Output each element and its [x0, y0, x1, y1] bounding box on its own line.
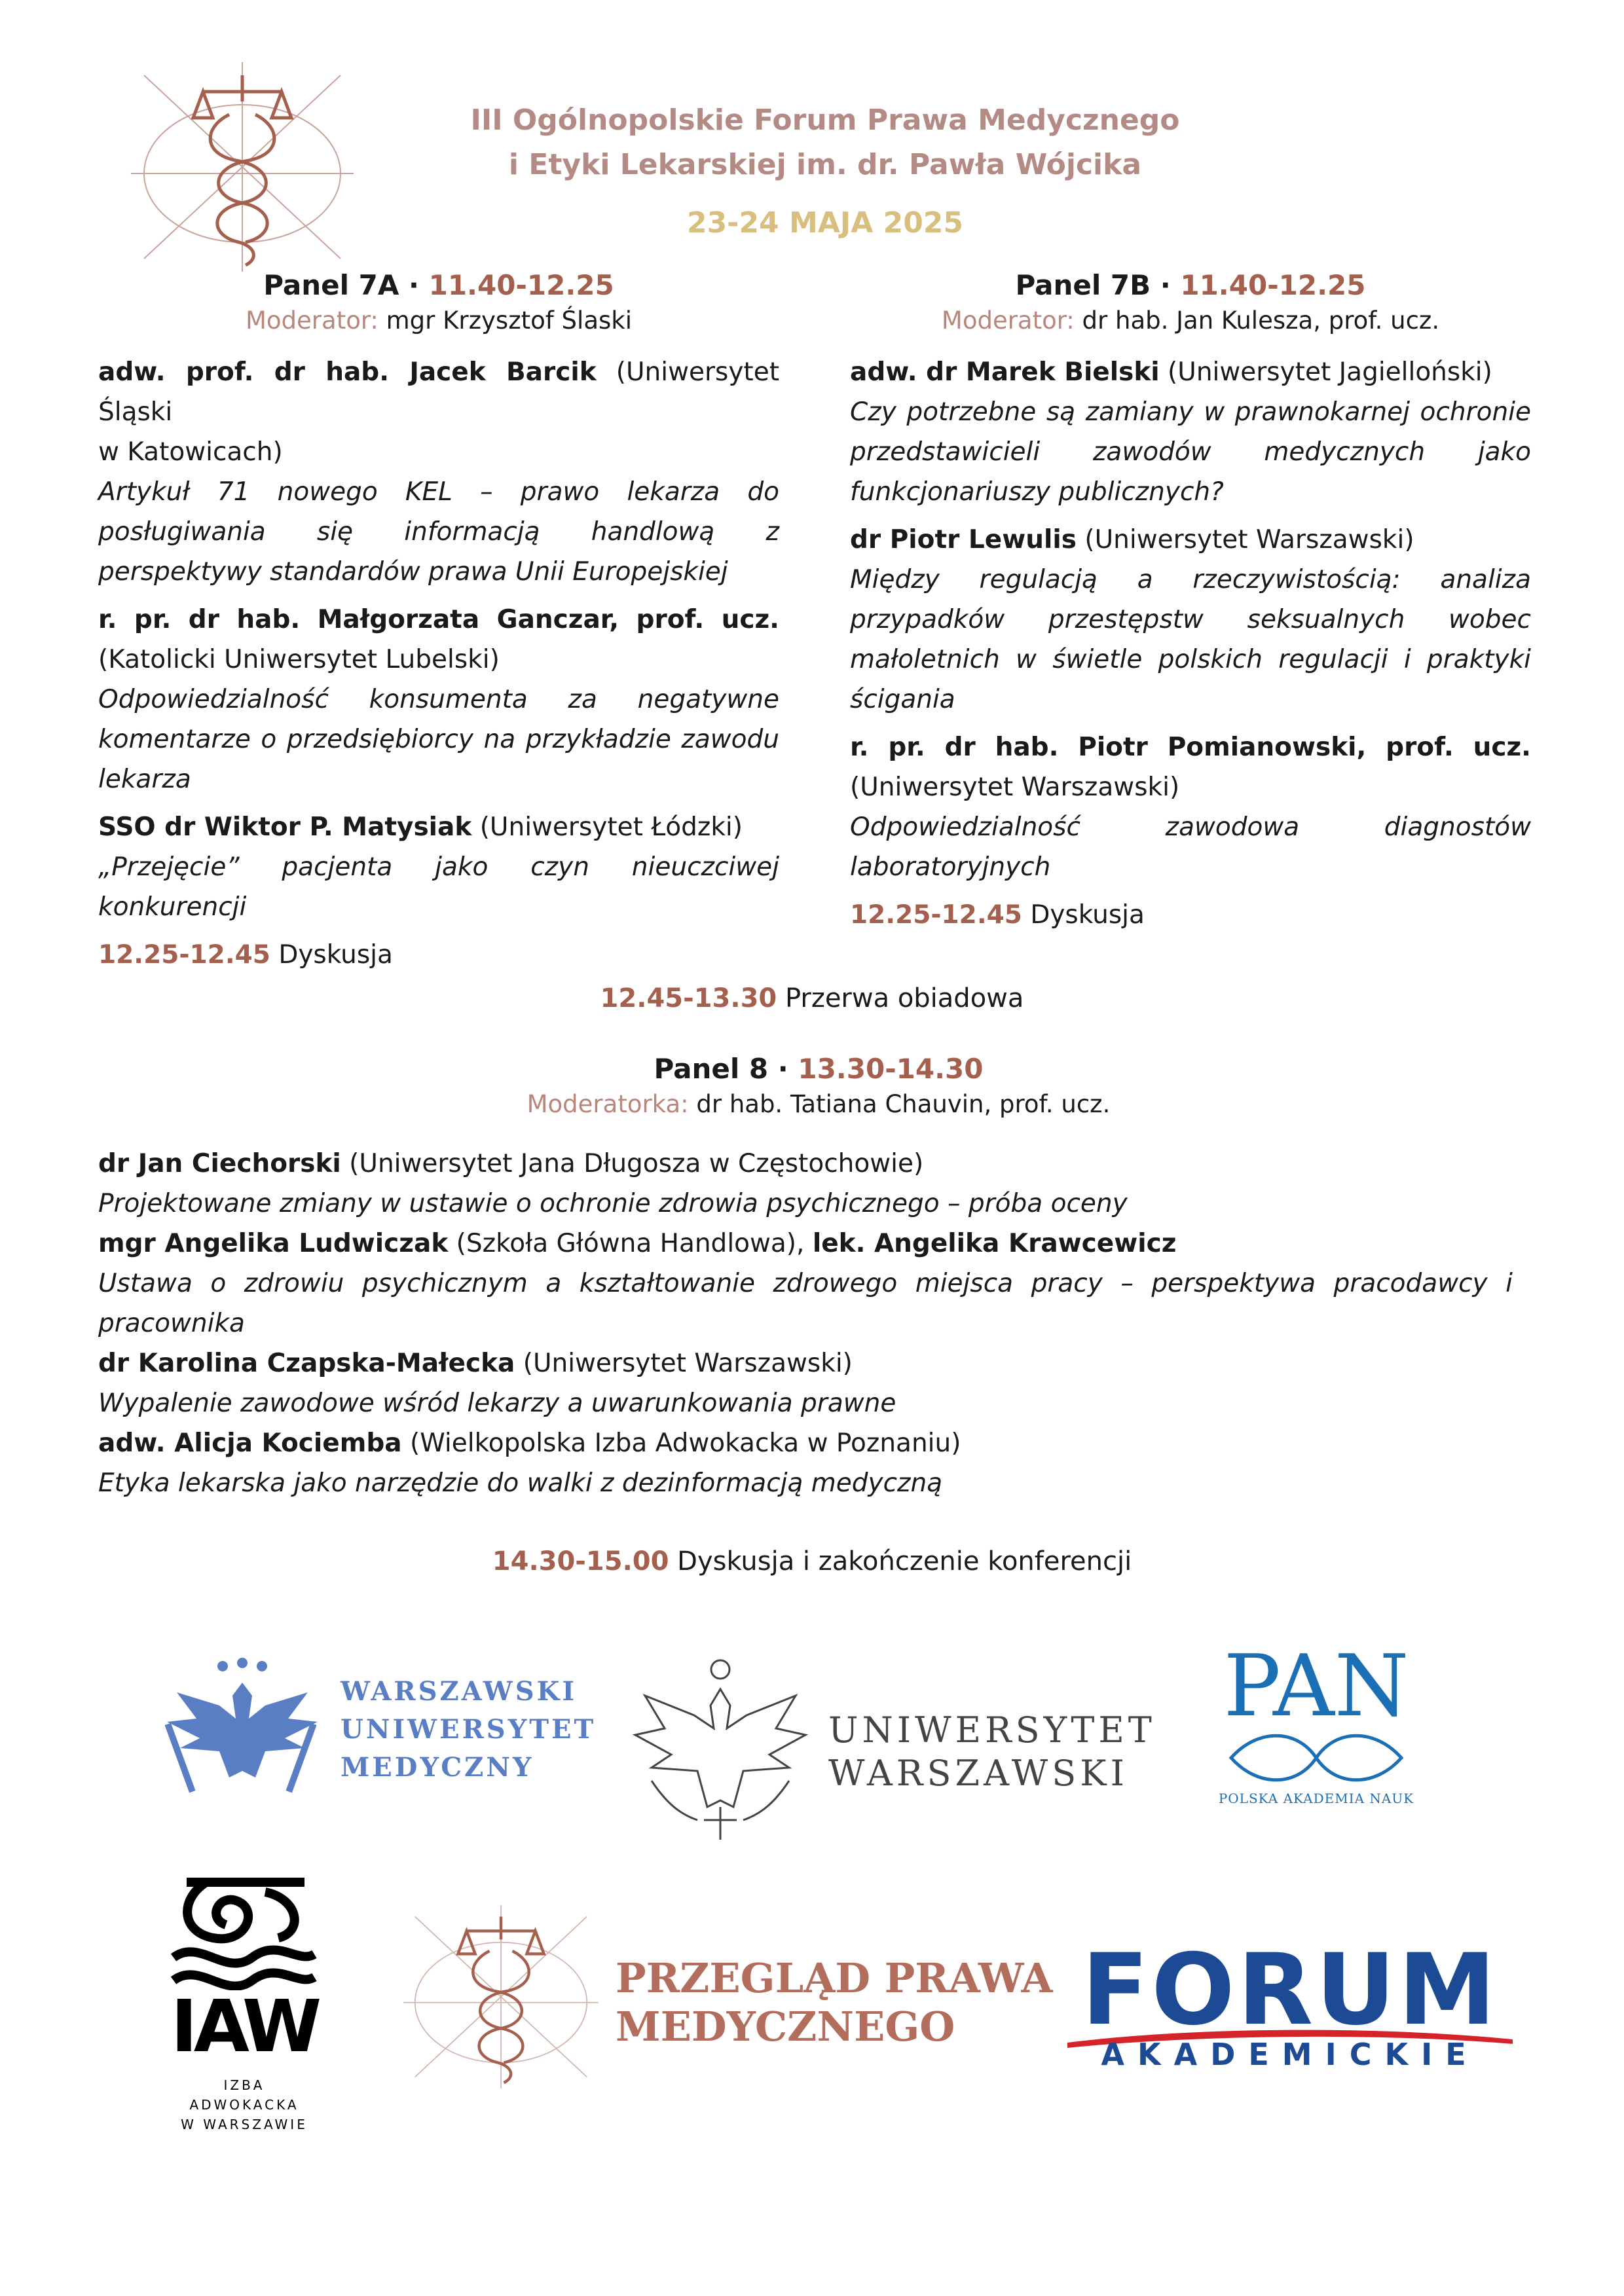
speaker-affiliation: (Uniwersytet Jana Długosza w Częstochowie): [341, 1149, 924, 1178]
talk-title: Odpowiedzialność konsumenta za negatywne: [98, 685, 779, 714]
speaker-line: [98, 1423, 1539, 1463]
panel-7b-title: [850, 267, 1531, 304]
speaker-name: lek. Angelika Krawcewicz: [812, 1229, 1177, 1258]
moderator-name: mgr Krzysztof Ślaski: [378, 306, 632, 335]
speaker-name: mgr Angelika Ludwiczak: [98, 1229, 449, 1258]
panel-7b: [850, 267, 1531, 935]
discussion-time: 12.25-12.45: [850, 900, 1022, 930]
conference-date: 23-24 MAJA 2025: [686, 206, 964, 240]
panel-label: Panel 8 ·: [654, 1053, 798, 1085]
uw-eagle-icon: [625, 1650, 815, 1846]
wum-logo-line: MEDYCZNY: [341, 1752, 534, 1783]
ppm-logo-line: MEDYCZNEGO: [616, 2003, 955, 2050]
ppm-logo-text: [616, 1954, 1053, 2051]
discussion-slot: [98, 935, 779, 975]
forum-logo-subword: AKADEMICKIE: [1101, 2037, 1479, 2072]
talk-entry: [98, 807, 779, 927]
ppm-logo-line: PRZEGLĄD PRAWA: [616, 1954, 1053, 2002]
talk-entry: [98, 600, 779, 799]
lunch-label: Przerwa obiadowa: [777, 983, 1024, 1013]
speaker-name: dr Piotr Lewulis: [850, 525, 1077, 555]
moderator-label: Moderatorka:: [526, 1090, 689, 1118]
forum-akademickie-logo: [1067, 1933, 1513, 2082]
talk-entry: [850, 727, 1531, 887]
panel-time: 13.30-14.30: [798, 1053, 984, 1085]
talk-title: perspektywy standardów prawa Unii Europejskiej: [98, 557, 728, 587]
talk-title: komentarze o przedsiębiorcy na przykładzie zawodu: [98, 725, 779, 754]
speaker-line: [98, 1144, 1539, 1184]
talk-entry: [98, 352, 779, 592]
moderator-name: dr hab. Tatiana Chauvin, prof. ucz.: [688, 1090, 1111, 1118]
speaker-line: [850, 520, 1531, 560]
discussion-slot: [850, 895, 1531, 935]
talk-title: ścigania: [850, 685, 955, 714]
conference-title: [367, 98, 1283, 187]
speaker-line: [98, 1224, 1539, 1264]
speaker-name: SSO dr Wiktor P. Matysiak: [98, 812, 472, 842]
talk-title: Między regulacją a rzeczywistością: analiza: [850, 565, 1531, 594]
iaw-logo-mark: IAW: [170, 1984, 318, 2068]
speaker-affiliation: (Katolicki Uniwersytet Lubelski): [98, 645, 500, 674]
talk-title: przypadków przestępstw seksualnych wobec: [850, 605, 1531, 634]
talk-title: funkcjonariuszy publicznych?: [850, 477, 1224, 507]
talk-title: Wypalenie zawodowe wśród lekarzy a uwarunkowania prawne: [98, 1389, 896, 1418]
panel-time: 11.40-12.25: [428, 269, 614, 301]
panel-7a-moderator: [98, 304, 779, 338]
panel-8-title: [98, 1051, 1539, 1087]
panel-7a: [98, 267, 779, 975]
speaker-line: [98, 1343, 1539, 1383]
talk-title: posługiwania się informacją handlową z: [98, 517, 779, 547]
speaker-name: dr Karolina Czapska-Małecka: [98, 1349, 515, 1378]
discussion-label: Dyskusja: [1022, 900, 1145, 930]
closing-time: 14.30-15.00: [492, 1546, 669, 1576]
talk-title: Artykuł 71 nowego KEL – prawo lekarza do: [98, 477, 779, 507]
panel-label: Panel 7A ·: [263, 269, 429, 301]
panel-7a-title: [98, 267, 779, 304]
talk-entry: [850, 520, 1531, 720]
discussion-label: Dyskusja: [270, 940, 393, 970]
wum-logo-text: [341, 1673, 596, 1787]
uw-logo-line: WARSZAWSKI: [828, 1753, 1128, 1794]
speaker-affiliation: (Uniwersytet Warszawski): [850, 773, 1180, 802]
lunch-break: [0, 979, 1624, 1018]
forum-emblem-logo: [131, 62, 354, 272]
wum-logo-line: WARSZAWSKI: [341, 1676, 578, 1707]
talk-entry: [850, 352, 1531, 512]
moderator-label: Moderator:: [941, 306, 1075, 335]
speaker-line: [98, 352, 779, 432]
discussion-time: 12.25-12.45: [98, 940, 270, 970]
pan-infinity-icon: [1218, 1728, 1414, 1787]
talk-title: Czy potrzebne są zamiany w prawnokarnej ochronie: [850, 397, 1531, 427]
speaker-name: adw. dr Marek Bielski: [850, 357, 1160, 387]
speaker-affiliation: (Uniwersytet Jagielloński): [1159, 357, 1492, 387]
pan-logo-mark: PAN: [1223, 1636, 1409, 1736]
speaker-affiliation: (Uniwersytet Łódzki): [471, 812, 743, 842]
panel-8-moderator: [98, 1087, 1539, 1121]
conference-title-line2: i Etyki Lekarskiej im. dr. Pawła Wójcika: [508, 148, 1142, 181]
speaker-name: dr Jan Ciechorski: [98, 1149, 341, 1178]
talk-title: pracownika: [98, 1309, 245, 1338]
talk-title: Projektowane zmiany w ustawie o ochronie zdrowia psychicznego – próba oceny: [98, 1189, 1128, 1218]
wum-logo-line: UNIWERSYTET: [341, 1714, 597, 1745]
uw-logo-line: UNIWERSYTET: [828, 1709, 1156, 1751]
panel-label: Panel 7B ·: [1015, 269, 1181, 301]
talk-title: Ustawa o zdrowiu psychicznym a kształtowanie zdrowego miejsca pracy – perspektywa pracodawcy i: [98, 1269, 1513, 1298]
speaker-affiliation: w Katowicach): [98, 437, 283, 467]
speaker-name: adw. prof. dr hab. Jacek Barcik: [98, 357, 597, 387]
forum-logo-word: FORUM: [1081, 1933, 1499, 2047]
speaker-affiliation: (Wielkopolska Izba Adwokacka w Poznaniu): [401, 1429, 961, 1458]
talk-title: laboratoryjnych: [850, 852, 1051, 882]
panel-time: 11.40-12.25: [1180, 269, 1366, 301]
uw-logo-text: [828, 1709, 1156, 1795]
speaker-name: r. pr. dr hab. Małgorzata Ganczar, prof. ucz.: [98, 605, 779, 634]
talk-title: lekarza: [98, 765, 191, 794]
talk-title: Odpowiedzialność zawodowa diagnostów: [850, 812, 1531, 842]
conference-title-line1: III Ogólnopolskie Forum Prawa Medycznego: [470, 103, 1180, 137]
iaw-caption-line: W WARSZAWIE: [181, 2117, 308, 2132]
speaker-affiliation: (Uniwersytet Śląski: [98, 357, 779, 427]
panel-7b-moderator: [850, 304, 1531, 338]
panel-8: [98, 1051, 1539, 1503]
talk-title: przedstawicieli zawodów medycznych jako: [850, 437, 1531, 467]
speaker-name: adw. Alicja Kociemba: [98, 1429, 402, 1458]
talk-title: „Przejęcie” pacjenta jako czyn nieuczciwej: [98, 852, 779, 882]
iaw-emblem-icon: [167, 1872, 318, 1990]
talk-title: małoletnich w świetle polskich regulacji i praktyki: [850, 645, 1531, 674]
moderator-name: dr hab. Jan Kulesza, prof. ucz.: [1074, 306, 1440, 335]
iaw-logo-caption: [169, 2075, 320, 2134]
talk-title: Etyka lekarska jako narzędzie do walki z dezinformacją medyczną: [98, 1468, 943, 1498]
ppm-emblem-icon: [403, 1905, 599, 2088]
speaker-name: r. pr. dr hab. Piotr Pomianowski, prof. ucz.: [850, 733, 1531, 762]
talk-title: konkurencji: [98, 892, 247, 922]
closing-label: Dyskusja i zakończenie konferencji: [669, 1546, 1132, 1576]
speaker-affiliation: (Uniwersytet Warszawski): [1076, 525, 1414, 555]
closing-session: [0, 1542, 1624, 1581]
moderator-label: Moderator:: [246, 306, 378, 335]
iaw-caption-line: IZBA ADWOKACKA: [189, 2077, 299, 2113]
speaker-line: [98, 807, 779, 847]
speaker-affiliation: (Uniwersytet Warszawski): [515, 1349, 853, 1378]
speaker-line: [850, 352, 1531, 392]
lunch-time: 12.45-13.30: [600, 983, 777, 1013]
speaker-affiliation: (Szkoła Główna Handlowa),: [448, 1229, 813, 1258]
wum-eagle-icon: [157, 1656, 327, 1807]
pan-logo-caption: POLSKA AKADEMIA NAUK: [1218, 1791, 1414, 1806]
